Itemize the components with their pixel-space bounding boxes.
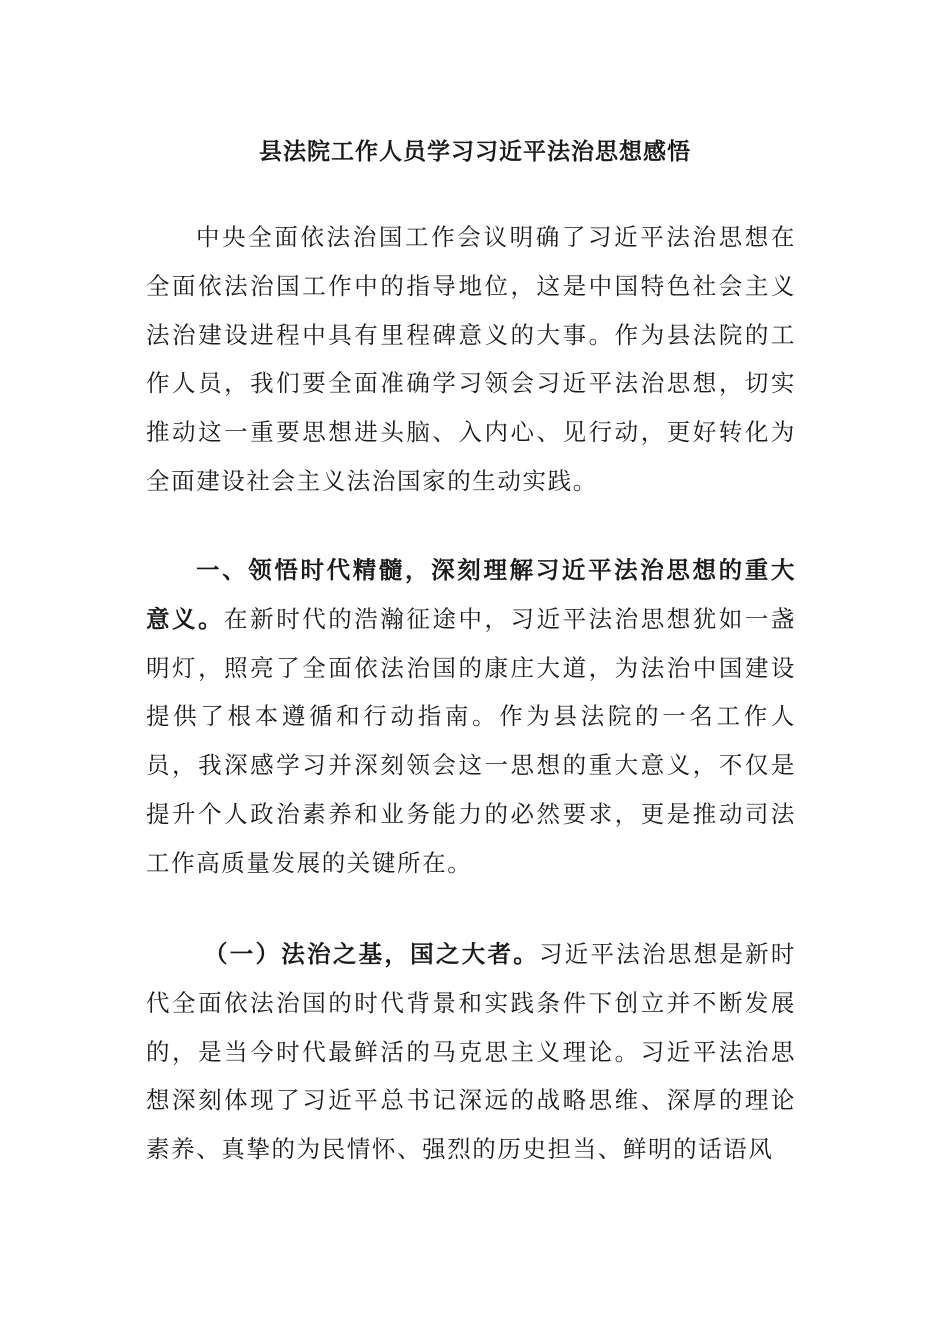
paragraph-intro-body: 中央全面依法治国工作会议明确了习近平法治思想在全面依法治国工作中的指导地位，这是中国特色社会主义法治建设进程中具有里程碑意义的大事。作为县法院的工作人员，我们要全面准确学习领会习近平法治思想，切实推动这一重要思想进头脑、入内心、见行动，更好转化为全面建设社会主义法治国家的生动实践。 — [146, 223, 796, 495]
paragraph-intro — [146, 213, 796, 506]
paragraph-subsection-1 — [146, 930, 796, 1174]
subsection-1-body: 习近平法治思想是新时代全面依法治国的时代背景和实践条件下创立并不断发展的，是当今时代最鲜活的马克思主义理论。习近平法治思想深刻体现了习近平总书记深远的战略思维、深厚的理论素养、真挚的为民情怀、强烈的历史担当、鲜明的话语风 — [146, 940, 796, 1164]
subsection-1-heading: （一）法治之基，国之大者。 — [204, 940, 539, 968]
document-title: 县法院工作人员学习习近平法治思想感悟 — [259, 138, 691, 165]
section-1-heading: 一、领悟时代精髓，深刻理解习近平法治思想的重大意义。 — [146, 556, 796, 633]
section-1-body: 在新时代的浩瀚征途中，习近平法治思想犹如一盏明灯，照亮了全面依法治国的康庄大道，为法治中国建设提供了根本遵循和行动指南。作为县法院的一名工作人员，我深感学习并深刻领会这一思想的重大意义，不仅是提升个人政治素养和业务能力的必然要求，更是推动司法工作高质量发展的关键所在。 — [146, 604, 796, 877]
paragraph-section-1 — [146, 546, 796, 888]
